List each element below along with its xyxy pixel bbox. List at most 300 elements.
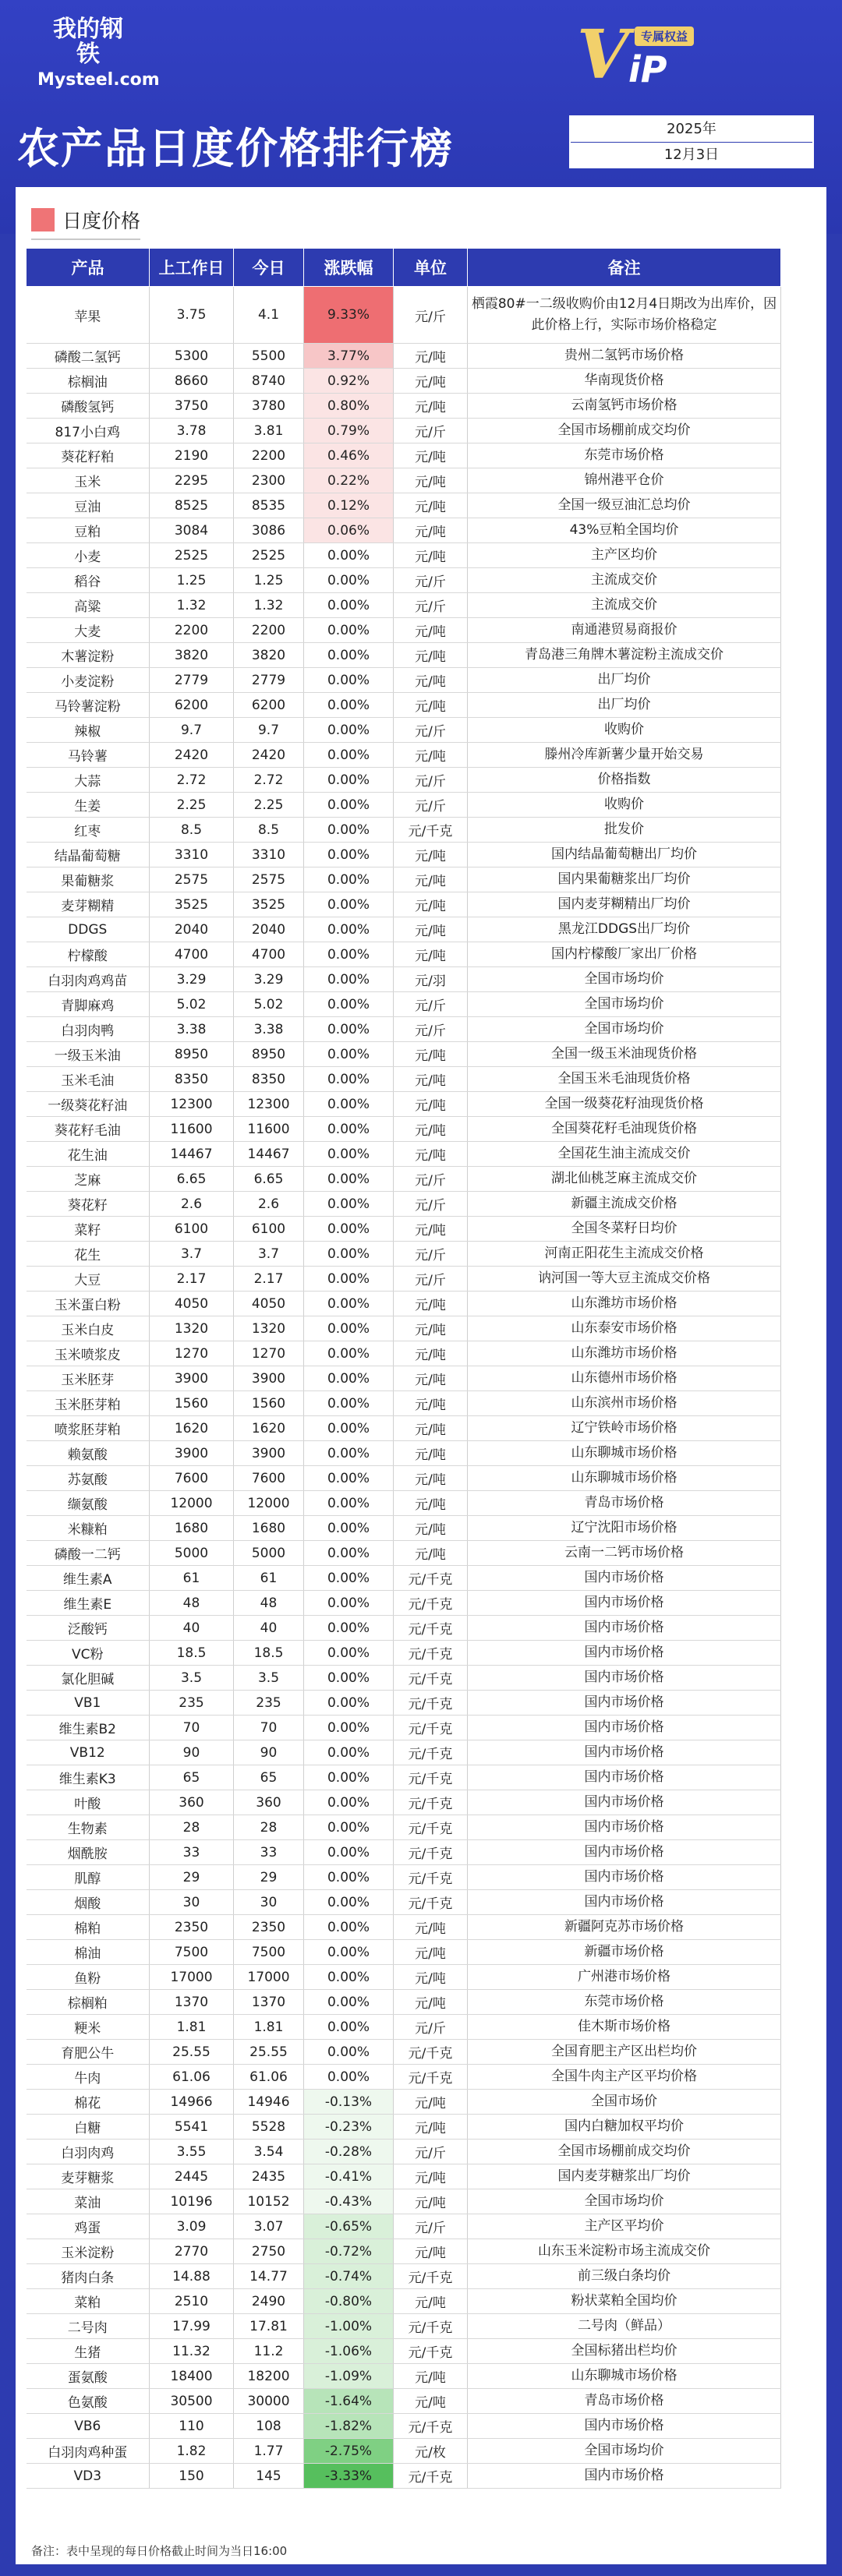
table-row[interactable] <box>27 1591 781 1616</box>
cell-prev-day: 8350 <box>150 1067 234 1092</box>
cell-prev-day: 18.5 <box>150 1641 234 1666</box>
col-header-today[interactable]: 今日 <box>234 249 304 287</box>
cell-unit: 元/吨 <box>394 468 468 493</box>
cell-today: 5500 <box>234 344 304 369</box>
cell-note: 国内麦芽糖浆出厂均价 <box>468 2164 781 2189</box>
table-row[interactable] <box>27 2289 781 2314</box>
vip-v-letter: V <box>577 16 629 94</box>
cell-note: 国内市场价格 <box>468 1740 781 1765</box>
cell-note: 全国市场均价 <box>468 2189 781 2214</box>
cell-note: 国内柠檬酸厂家出厂价格 <box>468 942 781 967</box>
cell-prev-day: 2.72 <box>150 768 234 793</box>
table-row[interactable] <box>27 543 781 568</box>
cell-prev-day: 18400 <box>150 2364 234 2389</box>
cell-product: 麦芽糊精 <box>27 892 150 917</box>
table-row[interactable] <box>27 344 781 369</box>
table-row[interactable] <box>27 1641 781 1666</box>
cell-today: 8950 <box>234 1042 304 1067</box>
cell-note: 国内市场价格 <box>468 1616 781 1641</box>
cell-change: -1.82% <box>304 2414 394 2439</box>
cell-change: 0.00% <box>304 818 394 843</box>
col-header-change[interactable]: 涨跌幅 <box>304 249 394 287</box>
cell-unit: 元/吨 <box>394 643 468 668</box>
cell-note: 批发价 <box>468 818 781 843</box>
table-row[interactable] <box>27 1716 781 1740</box>
cell-product: 氯化胆碱 <box>27 1666 150 1691</box>
cell-change: -3.33% <box>304 2464 394 2489</box>
table-row[interactable] <box>27 2314 781 2339</box>
cell-today: 2525 <box>234 543 304 568</box>
cell-note: 粉状菜粕全国均价 <box>468 2289 781 2314</box>
table-row[interactable] <box>27 493 781 518</box>
cell-product: 缬氨酸 <box>27 1491 150 1516</box>
cell-product: 菜油 <box>27 2189 150 2214</box>
cell-prev-day: 2770 <box>150 2239 234 2264</box>
table-row[interactable] <box>27 518 781 543</box>
cell-prev-day: 17000 <box>150 1965 234 1990</box>
cell-product: 玉米胚芽 <box>27 1366 150 1391</box>
cell-today: 3.07 <box>234 2214 304 2239</box>
table-row[interactable] <box>27 1142 781 1167</box>
table-row[interactable] <box>27 1242 781 1267</box>
cell-today: 3.5 <box>234 1666 304 1691</box>
cell-product: 大麦 <box>27 618 150 643</box>
cell-unit: 元/千克 <box>394 1666 468 1691</box>
table-row[interactable] <box>27 2065 781 2090</box>
cell-prev-day: 14.88 <box>150 2264 234 2289</box>
cell-unit: 元/吨 <box>394 2189 468 2214</box>
table-row[interactable] <box>27 1840 781 1865</box>
cell-unit: 元/斤 <box>394 1267 468 1292</box>
cell-prev-day: 5.02 <box>150 992 234 1017</box>
cell-product: 青脚麻鸡 <box>27 992 150 1017</box>
cell-note: 国内市场价格 <box>468 1691 781 1716</box>
cell-today: 1320 <box>234 1316 304 1341</box>
table-row[interactable] <box>27 643 781 668</box>
cell-today: 2490 <box>234 2289 304 2314</box>
cell-change: 0.00% <box>304 1117 394 1142</box>
table-row[interactable] <box>27 443 781 468</box>
table-row[interactable] <box>27 2339 781 2364</box>
cell-change: 0.00% <box>304 568 394 593</box>
cell-unit: 元/吨 <box>394 1117 468 1142</box>
cell-unit: 元/吨 <box>394 1316 468 1341</box>
table-row[interactable] <box>27 843 781 868</box>
cell-product: 烟酸 <box>27 1890 150 1915</box>
cell-note: 全国一级豆油汇总均价 <box>468 493 781 518</box>
cell-product: 米糠粕 <box>27 1516 150 1541</box>
table-row[interactable] <box>27 1341 781 1366</box>
cell-unit: 元/吨 <box>394 1142 468 1167</box>
cell-today: 3.7 <box>234 1242 304 1267</box>
table-row[interactable] <box>27 1940 781 1965</box>
cell-prev-day: 40 <box>150 1616 234 1641</box>
cell-change: 0.00% <box>304 1865 394 1890</box>
cell-change: 0.06% <box>304 518 394 543</box>
vip-badge[interactable] <box>577 16 733 106</box>
table-row[interactable] <box>27 967 781 992</box>
cell-product: 红枣 <box>27 818 150 843</box>
cell-change: 0.00% <box>304 843 394 868</box>
table-row[interactable] <box>27 1666 781 1691</box>
cell-note: 南通港贸易商报价 <box>468 618 781 643</box>
table-row[interactable] <box>27 1740 781 1765</box>
table-row[interactable] <box>27 1217 781 1242</box>
cell-prev-day: 2040 <box>150 917 234 942</box>
table-row[interactable] <box>27 1790 781 1815</box>
cell-today: 14946 <box>234 2090 304 2115</box>
cell-note: 全国冬菜籽日均价 <box>468 1217 781 1242</box>
cell-unit: 元/千克 <box>394 1641 468 1666</box>
cell-today: 2200 <box>234 618 304 643</box>
table-row[interactable] <box>27 868 781 892</box>
table-row[interactable] <box>27 917 781 942</box>
cell-today: 18200 <box>234 2364 304 2389</box>
cell-prev-day: 3.29 <box>150 967 234 992</box>
date-year: 2025年 <box>571 117 812 143</box>
table-row[interactable] <box>27 1541 781 1566</box>
cell-prev-day: 3900 <box>150 1441 234 1466</box>
col-header-unit[interactable]: 单位 <box>394 249 468 287</box>
cell-note: 滕州冷库新薯少量开始交易 <box>468 743 781 768</box>
cell-today: 3900 <box>234 1366 304 1391</box>
cell-prev-day: 3.55 <box>150 2140 234 2164</box>
cell-note: 贵州二氢钙市场价格 <box>468 344 781 369</box>
cell-prev-day: 3525 <box>150 892 234 917</box>
cell-today: 2435 <box>234 2164 304 2189</box>
table-row[interactable] <box>27 1092 781 1117</box>
cell-change: 0.00% <box>304 1516 394 1541</box>
cell-today: 3.54 <box>234 2140 304 2164</box>
table-row[interactable] <box>27 793 781 818</box>
table-row[interactable] <box>27 1865 781 1890</box>
cell-unit: 元/斤 <box>394 287 468 344</box>
cell-change: -1.00% <box>304 2314 394 2339</box>
table-row[interactable] <box>27 1616 781 1641</box>
cell-change: 0.00% <box>304 1616 394 1641</box>
cell-change: 0.00% <box>304 693 394 718</box>
cell-change: 0.22% <box>304 468 394 493</box>
cell-prev-day: 61 <box>150 1566 234 1591</box>
table-row[interactable] <box>27 1067 781 1092</box>
table-row[interactable] <box>27 2090 781 2115</box>
table-row[interactable] <box>27 818 781 843</box>
cell-prev-day: 2200 <box>150 618 234 643</box>
cell-prev-day: 6200 <box>150 693 234 718</box>
cell-change: 0.00% <box>304 1990 394 2015</box>
table-row[interactable] <box>27 768 781 793</box>
mysteel-logo[interactable] <box>37 16 160 99</box>
table-row[interactable] <box>27 2364 781 2389</box>
cell-unit: 元/斤 <box>394 568 468 593</box>
cell-today: 29 <box>234 1865 304 1890</box>
cell-today: 10152 <box>234 2189 304 2214</box>
table-row[interactable] <box>27 1366 781 1391</box>
table-row[interactable] <box>27 1965 781 1990</box>
date-day: 12月3日 <box>663 147 720 163</box>
col-header-note[interactable]: 备注 <box>468 249 781 287</box>
cell-today: 48 <box>234 1591 304 1616</box>
cell-change: 0.00% <box>304 942 394 967</box>
table-row[interactable] <box>27 1890 781 1915</box>
cell-unit: 元/斤 <box>394 1242 468 1267</box>
cell-product: 结晶葡萄糖 <box>27 843 150 868</box>
cell-note: 国内白糖加权平均价 <box>468 2115 781 2140</box>
cell-change: 0.00% <box>304 967 394 992</box>
cell-change: 0.00% <box>304 1416 394 1441</box>
cell-unit: 元/吨 <box>394 1965 468 1990</box>
cell-today: 1370 <box>234 1990 304 2015</box>
cell-product: 豆粕 <box>27 518 150 543</box>
cell-note: 山东潍坊市场价格 <box>468 1341 781 1366</box>
cell-today: 2420 <box>234 743 304 768</box>
col-header-product[interactable]: 产品 <box>27 249 150 287</box>
cell-change: 0.00% <box>304 593 394 618</box>
table-row[interactable] <box>27 1042 781 1067</box>
table-row[interactable] <box>27 2214 781 2239</box>
cell-change: 0.00% <box>304 1341 394 1366</box>
table-row[interactable] <box>27 1267 781 1292</box>
cell-prev-day: 5541 <box>150 2115 234 2140</box>
cell-prev-day: 235 <box>150 1691 234 1716</box>
table-row[interactable] <box>27 743 781 768</box>
cell-prev-day: 4050 <box>150 1292 234 1316</box>
cell-today: 5528 <box>234 2115 304 2140</box>
table-row[interactable] <box>27 1691 781 1716</box>
cell-product: 牛肉 <box>27 2065 150 2090</box>
cell-today: 7500 <box>234 1940 304 1965</box>
cell-product: 白羽肉鸭 <box>27 1017 150 1042</box>
table-row[interactable] <box>27 1566 781 1591</box>
cell-today: 65 <box>234 1765 304 1790</box>
table-row[interactable] <box>27 1466 781 1491</box>
table-row[interactable] <box>27 394 781 419</box>
cell-product: 芝麻 <box>27 1167 150 1192</box>
table-row[interactable] <box>27 942 781 967</box>
table-row[interactable] <box>27 618 781 643</box>
table-row[interactable] <box>27 718 781 743</box>
table-row[interactable] <box>27 2464 781 2489</box>
cell-today: 6.65 <box>234 1167 304 1192</box>
cell-note: 锦州港平仓价 <box>468 468 781 493</box>
cell-unit: 元/吨 <box>394 1391 468 1416</box>
table-row[interactable] <box>27 2164 781 2189</box>
table-header-row <box>27 249 781 287</box>
cell-unit: 元/吨 <box>394 868 468 892</box>
cell-prev-day: 3.7 <box>150 1242 234 1267</box>
table-row[interactable] <box>27 668 781 693</box>
cell-note: 国内市场价格 <box>468 1566 781 1591</box>
table-row[interactable] <box>27 2140 781 2164</box>
cell-product: 葵花籽 <box>27 1192 150 1217</box>
cell-product: 大豆 <box>27 1267 150 1292</box>
cell-change: 0.00% <box>304 1466 394 1491</box>
date-box <box>569 115 814 168</box>
cell-note: 新疆阿克苏市场价格 <box>468 1915 781 1940</box>
cell-unit: 元/千克 <box>394 1840 468 1865</box>
table-row[interactable] <box>27 1915 781 1940</box>
table-row[interactable] <box>27 468 781 493</box>
cell-today: 17.81 <box>234 2314 304 2339</box>
cell-change: 0.80% <box>304 394 394 419</box>
table-row[interactable] <box>27 1416 781 1441</box>
cell-unit: 元/斤 <box>394 718 468 743</box>
cell-unit: 元/千克 <box>394 1815 468 1840</box>
cell-note: 湖北仙桃芝麻主流成交价 <box>468 1167 781 1192</box>
cell-unit: 元/吨 <box>394 618 468 643</box>
cell-product: 果葡糖浆 <box>27 868 150 892</box>
cell-prev-day: 2295 <box>150 468 234 493</box>
table-row[interactable] <box>27 1765 781 1790</box>
table-row[interactable] <box>27 1990 781 2015</box>
cell-product: 二号肉 <box>27 2314 150 2339</box>
cell-product: 白羽肉鸡鸡苗 <box>27 967 150 992</box>
cell-prev-day: 17.99 <box>150 2314 234 2339</box>
cell-product: 生物素 <box>27 1815 150 1840</box>
cell-product: 磷酸二氢钙 <box>27 344 150 369</box>
cell-unit: 元/千克 <box>394 1890 468 1915</box>
table-row[interactable] <box>27 2115 781 2140</box>
cell-note: 国内市场价格 <box>468 1840 781 1865</box>
table-row[interactable] <box>27 369 781 394</box>
cell-change: 0.00% <box>304 1541 394 1566</box>
cell-change: 0.00% <box>304 1641 394 1666</box>
cell-product: 生猪 <box>27 2339 150 2364</box>
cell-product: 育肥公牛 <box>27 2040 150 2065</box>
cell-unit: 元/吨 <box>394 1067 468 1092</box>
cell-prev-day: 61.06 <box>150 2065 234 2090</box>
table-row[interactable] <box>27 287 781 344</box>
cell-unit: 元/斤 <box>394 1017 468 1042</box>
cell-change: -1.64% <box>304 2389 394 2414</box>
table-row[interactable] <box>27 1316 781 1341</box>
cell-prev-day: 9.7 <box>150 718 234 743</box>
cell-unit: 元/吨 <box>394 1466 468 1491</box>
cell-today: 2300 <box>234 468 304 493</box>
cell-change: -0.41% <box>304 2164 394 2189</box>
cell-change: 0.00% <box>304 2065 394 2090</box>
cell-today: 4050 <box>234 1292 304 1316</box>
cell-today: 25.55 <box>234 2040 304 2065</box>
table-row[interactable] <box>27 1391 781 1416</box>
table-row[interactable] <box>27 1167 781 1192</box>
cell-note: 山东泰安市场价格 <box>468 1316 781 1341</box>
cell-prev-day: 1320 <box>150 1316 234 1341</box>
table-row[interactable] <box>27 1192 781 1217</box>
col-header-prev-day[interactable]: 上工作日 <box>150 249 234 287</box>
table-row[interactable] <box>27 693 781 718</box>
cell-today: 8.5 <box>234 818 304 843</box>
table-row[interactable] <box>27 419 781 443</box>
table-row[interactable] <box>27 2015 781 2040</box>
cell-change: 0.00% <box>304 1067 394 1092</box>
cell-change: -1.06% <box>304 2339 394 2364</box>
table-row[interactable] <box>27 2414 781 2439</box>
table-row[interactable] <box>27 1815 781 1840</box>
table-row[interactable] <box>27 1491 781 1516</box>
cell-product: 辣椒 <box>27 718 150 743</box>
table-body <box>27 287 781 2489</box>
cell-unit: 元/吨 <box>394 1366 468 1391</box>
cell-note: 广州港市场价格 <box>468 1965 781 1990</box>
cell-prev-day: 25.55 <box>150 2040 234 2065</box>
cell-prev-day: 3310 <box>150 843 234 868</box>
cell-unit: 元/斤 <box>394 992 468 1017</box>
cell-note: 讷河国一等大豆主流成交价格 <box>468 1267 781 1292</box>
table-row[interactable] <box>27 892 781 917</box>
cell-unit: 元/千克 <box>394 1865 468 1890</box>
cell-change: 0.00% <box>304 1591 394 1616</box>
cell-unit: 元/吨 <box>394 2289 468 2314</box>
cell-product: 棕榈粕 <box>27 1990 150 2015</box>
cell-unit: 元/吨 <box>394 443 468 468</box>
cell-note: 二号肉（鲜品） <box>468 2314 781 2339</box>
table-row[interactable] <box>27 1516 781 1541</box>
cell-prev-day: 8525 <box>150 493 234 518</box>
cell-note: 山东聊城市场价格 <box>468 1466 781 1491</box>
cell-note: 国内市场价格 <box>468 1865 781 1890</box>
cell-prev-day: 14467 <box>150 1142 234 1167</box>
cell-product: 磷酸氢钙 <box>27 394 150 419</box>
table-row[interactable] <box>27 1117 781 1142</box>
table-row[interactable] <box>27 1017 781 1042</box>
table-row[interactable] <box>27 2189 781 2214</box>
table-row[interactable] <box>27 2239 781 2264</box>
cell-change: 0.00% <box>304 668 394 693</box>
cell-change: 0.00% <box>304 543 394 568</box>
cell-today: 3780 <box>234 394 304 419</box>
cell-today: 2350 <box>234 1915 304 1940</box>
cell-note: 国内果葡糖浆出厂均价 <box>468 868 781 892</box>
cell-note: 国内市场价格 <box>468 1641 781 1666</box>
cell-product: 大蒜 <box>27 768 150 793</box>
cell-unit: 元/吨 <box>394 693 468 718</box>
cell-product: 白羽肉鸡种蛋 <box>27 2439 150 2464</box>
table-row[interactable] <box>27 992 781 1017</box>
cell-product: 高粱 <box>27 593 150 618</box>
table-row[interactable] <box>27 1292 781 1316</box>
cell-prev-day: 110 <box>150 2414 234 2439</box>
table-row[interactable] <box>27 1441 781 1466</box>
cell-product: VB6 <box>27 2414 150 2439</box>
table-row[interactable] <box>27 593 781 618</box>
cell-note: 全国标猪出栏均价 <box>468 2339 781 2364</box>
table-row[interactable] <box>27 2439 781 2464</box>
cell-change: 0.00% <box>304 1765 394 1790</box>
cell-product: 生姜 <box>27 793 150 818</box>
cell-note: 国内市场价格 <box>468 1765 781 1790</box>
cell-note: 华南现货价格 <box>468 369 781 394</box>
cell-prev-day: 1.82 <box>150 2439 234 2464</box>
cell-prev-day: 1270 <box>150 1341 234 1366</box>
table-row[interactable] <box>27 2040 781 2065</box>
cell-note: 收购价 <box>468 718 781 743</box>
cell-change: -0.80% <box>304 2289 394 2314</box>
legend-label: 日度价格 <box>62 210 141 232</box>
cell-change: -0.28% <box>304 2140 394 2164</box>
cell-today: 12300 <box>234 1092 304 1117</box>
table-row[interactable] <box>27 2264 781 2289</box>
cell-today: 14.77 <box>234 2264 304 2289</box>
table-row[interactable] <box>27 2389 781 2414</box>
cell-change: 0.92% <box>304 369 394 394</box>
cell-prev-day: 2190 <box>150 443 234 468</box>
cell-note: 全国市场均价 <box>468 992 781 1017</box>
cell-today: 17000 <box>234 1965 304 1990</box>
cell-change: -0.23% <box>304 2115 394 2140</box>
table-row[interactable] <box>27 568 781 593</box>
cell-change: 0.46% <box>304 443 394 468</box>
